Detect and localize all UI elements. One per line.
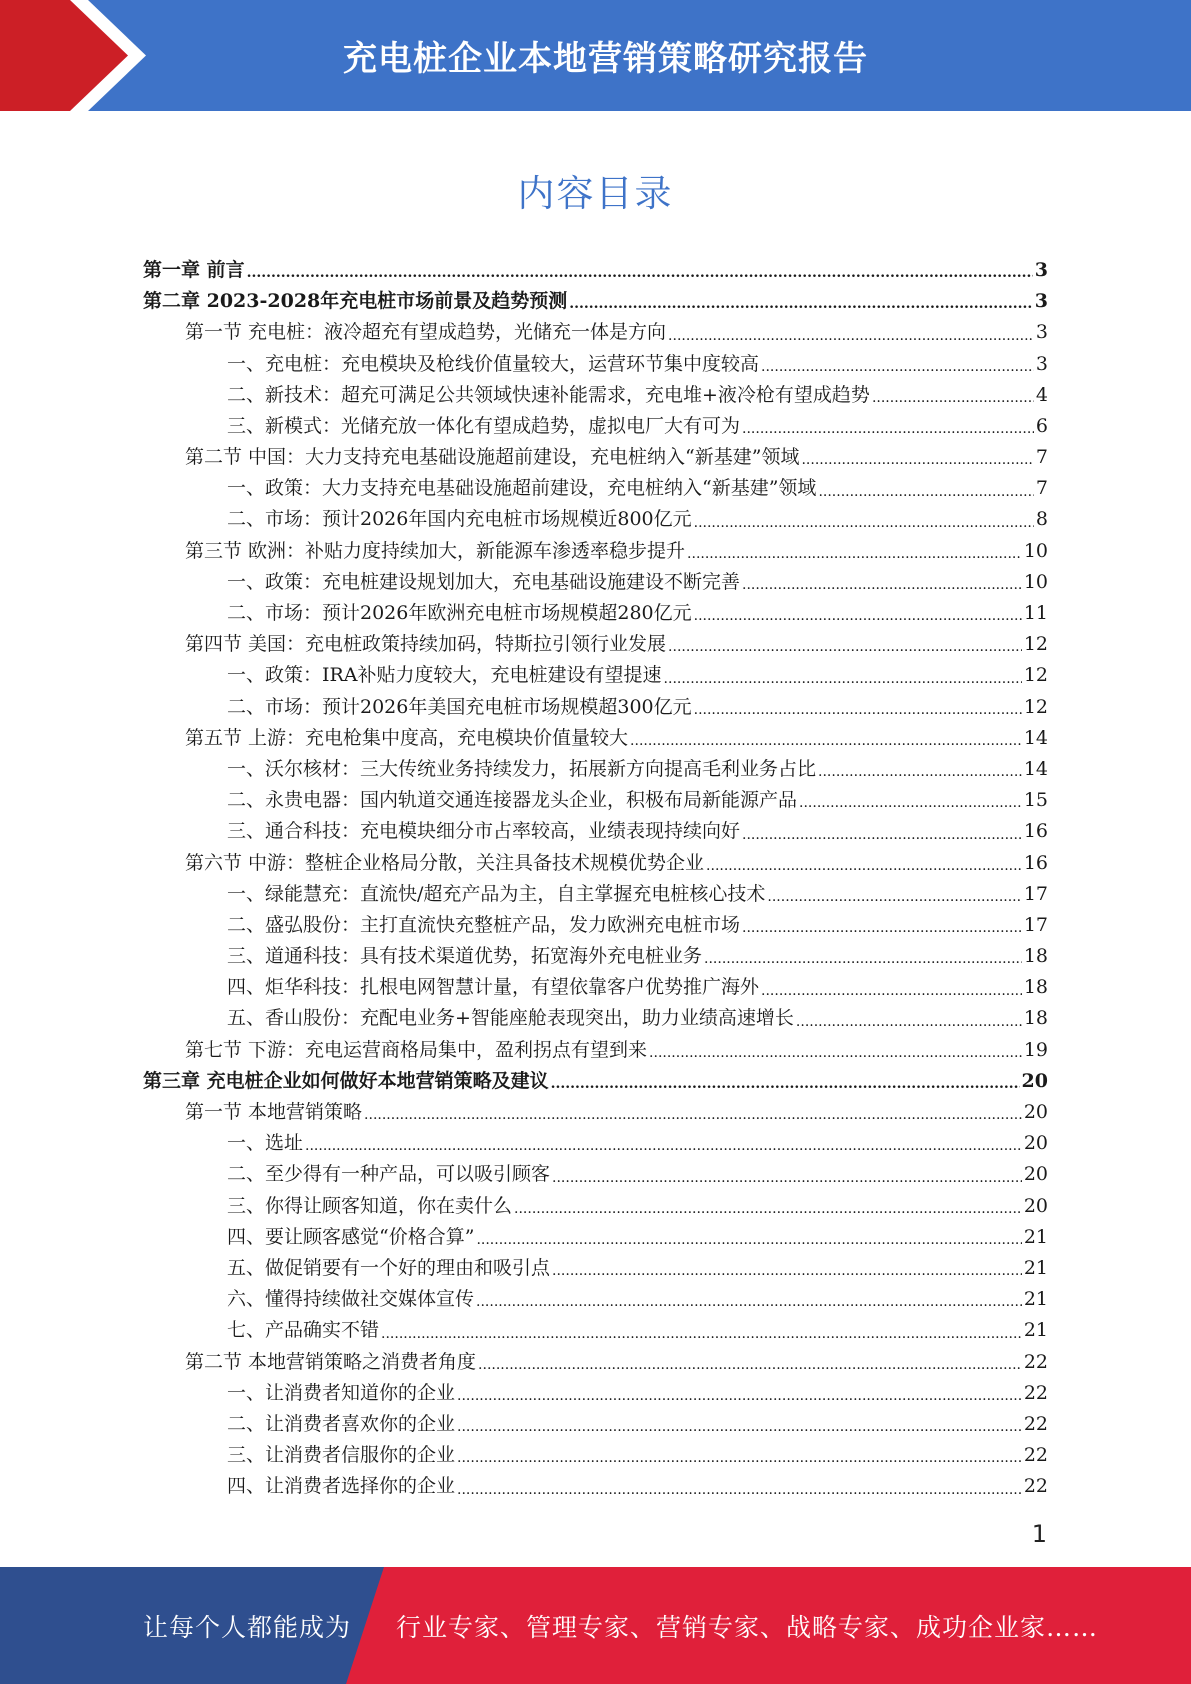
toc-leader-dots <box>664 666 1022 692</box>
toc-entry-label: 第七节 下游：充电运营商格局集中，盈利拐点有望到来 <box>185 1038 648 1061</box>
toc-leader-dots <box>668 323 1034 349</box>
toc-entry-page: 7 <box>1035 446 1048 469</box>
toc-entry-label: 第六节 中游：整桩企业格局分散，关注具备技术规模优势企业 <box>185 851 705 874</box>
toc-entry[interactable] <box>143 972 1048 1003</box>
toc-entry-page: 12 <box>1023 695 1048 718</box>
toc-entry-page: 14 <box>1023 757 1048 780</box>
toc-entry-page: 15 <box>1023 789 1048 812</box>
toc-entry[interactable] <box>143 442 1048 473</box>
toc-entry[interactable] <box>143 879 1048 910</box>
toc-entry-label: 第三章 充电桩企业如何做好本地营销策略及建议 <box>143 1069 549 1092</box>
toc-entry-page: 20 <box>1021 1069 1048 1092</box>
toc-entry-page: 3 <box>1035 321 1048 344</box>
toc-entry-label: 三、让消费者信服你的企业 <box>227 1444 456 1467</box>
toc-entry-label: 二、让消费者喜欢你的企业 <box>227 1412 456 1435</box>
toc-entry[interactable] <box>143 411 1048 442</box>
toc-leader-dots <box>796 1009 1022 1035</box>
toc-entry[interactable] <box>143 1159 1048 1190</box>
toc-entry[interactable] <box>143 1471 1048 1502</box>
toc-entry[interactable] <box>143 1284 1048 1315</box>
toc-entry-label: 四、炬华科技：扎根电网智慧计量，有望依靠客户优势推广海外 <box>227 976 760 999</box>
toc-entry[interactable] <box>143 1222 1048 1253</box>
toc-entry-label: 五、香山股份：充配电业务+智能座舱表现突出，助力业绩高速增长 <box>227 1007 794 1030</box>
toc-entry-label: 第三节 欧洲：补贴力度持续加大，新能源车渗透率稳步提升 <box>185 539 686 562</box>
footer-slogan-left: 让每个人都能成为 <box>143 1612 352 1642</box>
toc-entry[interactable] <box>143 1409 1048 1440</box>
toc-entry-label: 二、至少得有一种产品，可以吸引顾客 <box>227 1163 551 1186</box>
toc-entry-label: 二、盛弘股份：主打直流快充整桩产品，发力欧洲充电桩市场 <box>227 913 741 936</box>
toc-entry[interactable] <box>143 1378 1048 1409</box>
toc-entry-page: 20 <box>1023 1163 1048 1186</box>
toc-entry-label: 一、政策：充电桩建设规划加大，充电基础设施建设不断完善 <box>227 570 741 593</box>
toc-entry-label: 二、永贵电器：国内轨道交通连接器龙头企业，积极布局新能源产品 <box>227 789 798 812</box>
toc-leader-dots <box>799 790 1022 816</box>
toc-entry-page: 22 <box>1023 1412 1048 1435</box>
table-of-contents <box>143 255 1048 1503</box>
toc-entry[interactable] <box>143 723 1048 754</box>
toc-leader-dots <box>630 728 1022 754</box>
toc-entry[interactable] <box>143 567 1048 598</box>
toc-leader-dots <box>457 1383 1022 1409</box>
toc-entry-page: 11 <box>1023 602 1048 625</box>
toc-entry[interactable] <box>143 1347 1048 1378</box>
toc-entry-page: 4 <box>1035 383 1048 406</box>
toc-entry[interactable] <box>143 349 1048 380</box>
toc-leader-dots <box>552 1258 1022 1284</box>
toc-leader-dots <box>704 946 1022 972</box>
toc-leader-dots <box>381 1321 1022 1347</box>
toc-leader-dots <box>818 759 1022 785</box>
toc-entry-page: 3 <box>1034 290 1048 313</box>
toc-entry[interactable] <box>143 1191 1048 1222</box>
toc-leader-dots <box>761 978 1022 1004</box>
toc-entry[interactable] <box>143 754 1048 785</box>
toc-entry-label: 第一节 充电桩：液冷超充有望成趋势，光储充一体是方向 <box>185 321 667 344</box>
toc-entry-label: 第四节 美国：充电桩政策持续加码，特斯拉引领行业发展 <box>185 633 667 656</box>
toc-leader-dots <box>649 1040 1022 1066</box>
toc-entry[interactable] <box>143 1440 1048 1471</box>
toc-entry-page: 22 <box>1023 1475 1048 1498</box>
toc-leader-dots <box>476 1227 1021 1253</box>
toc-entry-label: 四、让消费者选择你的企业 <box>227 1475 456 1498</box>
toc-entry[interactable] <box>143 380 1048 411</box>
toc-leader-dots <box>552 1165 1022 1191</box>
toc-leader-dots <box>551 1071 1020 1097</box>
toc-entry-page: 17 <box>1023 882 1048 905</box>
toc-entry[interactable] <box>143 598 1048 629</box>
toc-entry-label: 一、充电桩：充电模块及枪线价值量较大，运营环节集中度较高 <box>227 352 760 375</box>
toc-entry-page: 19 <box>1023 1038 1048 1061</box>
report-title: 充电桩企业本地营销策略研究报告 <box>343 39 868 79</box>
toc-entry-label: 第一节 本地营销策略 <box>185 1101 363 1124</box>
toc-entry[interactable] <box>143 286 1048 317</box>
footer-banner <box>0 1567 1191 1684</box>
toc-entry-label: 三、新模式：光储充放一体化有望成趋势，虚拟电厂大有可为 <box>227 414 741 437</box>
toc-entry[interactable] <box>143 255 1048 286</box>
toc-entry-label: 五、做促销要有一个好的理由和吸引点 <box>227 1256 551 1279</box>
toc-entry-label: 第五节 上游：充电枪集中度高，充电模块价值量较大 <box>185 726 629 749</box>
toc-entry-label: 第二节 中国：大力支持充电基础设施超前建设，充电桩纳入“新基建”领域 <box>185 446 800 469</box>
toc-entry-page: 6 <box>1035 414 1048 437</box>
toc-entry-label: 一、政策：IRA补贴力度较大，充电桩建设有望提速 <box>227 664 662 687</box>
toc-entry-label: 六、懂得持续做社交媒体宣传 <box>227 1288 475 1311</box>
toc-entry[interactable] <box>143 910 1048 941</box>
page-number: 1 <box>1031 1520 1047 1548</box>
toc-entry-label: 七、产品确实不错 <box>227 1319 380 1342</box>
toc-entry-label: 二、市场：预计2026年美国充电桩市场规模超300亿元 <box>227 695 692 718</box>
toc-leader-dots <box>457 1414 1022 1440</box>
toc-leader-dots <box>247 260 1033 286</box>
toc-entry-label: 一、让消费者知道你的企业 <box>227 1381 456 1404</box>
toc-leader-dots <box>742 915 1022 941</box>
toc-leader-dots <box>457 1477 1022 1503</box>
toc-entry-page: 12 <box>1023 633 1048 656</box>
toc-entry[interactable] <box>143 629 1048 660</box>
toc-leader-dots <box>742 572 1022 598</box>
toc-entry-label: 第一章 前言 <box>143 258 245 281</box>
toc-leader-dots <box>742 822 1022 848</box>
toc-entry-label: 三、道通科技：具有技术渠道优势，拓宽海外充电桩业务 <box>227 945 703 968</box>
toc-entry-label: 四、要让顾客感觉“价格合算” <box>227 1225 475 1248</box>
toc-entry-page: 22 <box>1023 1444 1048 1467</box>
toc-leader-dots <box>569 291 1033 317</box>
toc-entry[interactable] <box>143 1004 1048 1035</box>
toc-leader-dots <box>818 479 1033 505</box>
toc-leader-dots <box>514 1196 1022 1222</box>
toc-entry-page: 17 <box>1023 913 1048 936</box>
toc-entry-page: 21 <box>1023 1319 1048 1342</box>
toc-leader-dots <box>364 1102 1022 1128</box>
toc-entry-page: 21 <box>1023 1288 1048 1311</box>
toc-entry-page: 20 <box>1023 1101 1048 1124</box>
toc-entry-page: 8 <box>1035 508 1048 531</box>
toc-entry-page: 22 <box>1023 1381 1048 1404</box>
toc-entry[interactable] <box>143 660 1048 691</box>
toc-entry[interactable] <box>143 785 1048 816</box>
toc-entry[interactable] <box>143 816 1048 847</box>
toc-entry[interactable] <box>143 536 1048 567</box>
toc-entry-label: 第二节 本地营销策略之消费者角度 <box>185 1350 477 1373</box>
toc-entry-label: 三、你得让顾客知道，你在卖什么 <box>227 1194 513 1217</box>
toc-entry-label: 一、政策：大力支持充电基础设施超前建设，充电桩纳入“新基建”领域 <box>227 477 817 500</box>
toc-entry[interactable] <box>143 473 1048 504</box>
toc-entry-page: 21 <box>1023 1256 1048 1279</box>
toc-entry-page: 3 <box>1035 352 1048 375</box>
toc-leader-dots <box>687 541 1022 567</box>
toc-entry-page: 21 <box>1023 1225 1048 1248</box>
toc-leader-dots <box>742 416 1034 442</box>
footer-slogan-right: 行业专家、管理专家、营销专家、战略专家、成功企业家…… <box>396 1612 1099 1642</box>
toc-entry[interactable] <box>143 692 1048 723</box>
toc-leader-dots <box>706 853 1022 879</box>
toc-entry-label: 一、绿能慧充：直流快/超充产品为主，自主掌握充电桩核心技术 <box>227 882 766 905</box>
toc-entry[interactable] <box>143 1128 1048 1159</box>
toc-leader-dots <box>476 1289 1022 1315</box>
toc-leader-dots <box>801 447 1033 473</box>
toc-entry-label: 三、通合科技：充电模块细分市占率较高，业绩表现持续向好 <box>227 820 741 843</box>
toc-entry[interactable] <box>143 1315 1048 1346</box>
toc-entry-page: 16 <box>1023 851 1048 874</box>
toc-entry[interactable] <box>143 317 1048 348</box>
toc-entry-page: 18 <box>1023 1007 1048 1030</box>
toc-entry[interactable] <box>143 1066 1048 1097</box>
toc-entry-page: 22 <box>1023 1350 1048 1373</box>
toc-leader-dots <box>668 634 1022 660</box>
toc-entry[interactable] <box>143 505 1048 536</box>
toc-entry-label: 第二章 2023-2028年充电桩市场前景及趋势预测 <box>143 290 568 313</box>
toc-entry[interactable] <box>143 1035 1048 1066</box>
toc-entry[interactable] <box>143 848 1048 879</box>
toc-entry-label: 二、新技术：超充可满足公共领域快速补能需求，充电堆+液冷枪有望成趋势 <box>227 383 870 406</box>
toc-entry-page: 12 <box>1023 664 1048 687</box>
toc-entry-page: 20 <box>1023 1194 1048 1217</box>
toc-leader-dots <box>305 1133 1022 1159</box>
toc-leader-dots <box>767 884 1021 910</box>
toc-entry-label: 二、市场：预计2026年国内充电桩市场规模近800亿元 <box>227 508 692 531</box>
toc-leader-dots <box>761 354 1034 380</box>
toc-entry-page: 20 <box>1023 1132 1048 1155</box>
toc-entry-page: 18 <box>1023 945 1048 968</box>
toc-entry-label: 一、沃尔核材：三大传统业务持续发力，拓展新方向提高毛利业务占比 <box>227 757 817 780</box>
toc-leader-dots <box>457 1445 1022 1471</box>
toc-entry-page: 7 <box>1035 477 1048 500</box>
toc-entry-page: 10 <box>1023 539 1048 562</box>
toc-entry-page: 18 <box>1023 976 1048 999</box>
toc-entry-page: 10 <box>1023 570 1048 593</box>
toc-entry-page: 3 <box>1034 258 1048 281</box>
toc-leader-dots <box>872 385 1034 411</box>
toc-entry-label: 二、市场：预计2026年欧洲充电桩市场规模超280亿元 <box>227 602 692 625</box>
toc-leader-dots <box>478 1352 1022 1378</box>
header-banner <box>0 0 1191 111</box>
toc-entry[interactable] <box>143 941 1048 972</box>
toc-entry-page: 16 <box>1023 820 1048 843</box>
toc-entry[interactable] <box>143 1253 1048 1284</box>
toc-entry[interactable] <box>143 1097 1048 1128</box>
toc-entry-label: 一、选址 <box>227 1132 304 1155</box>
toc-title: 内容目录 <box>517 172 674 215</box>
toc-leader-dots <box>694 603 1022 629</box>
toc-entry-page: 14 <box>1023 726 1048 749</box>
toc-leader-dots <box>694 697 1022 723</box>
toc-leader-dots <box>694 510 1034 536</box>
